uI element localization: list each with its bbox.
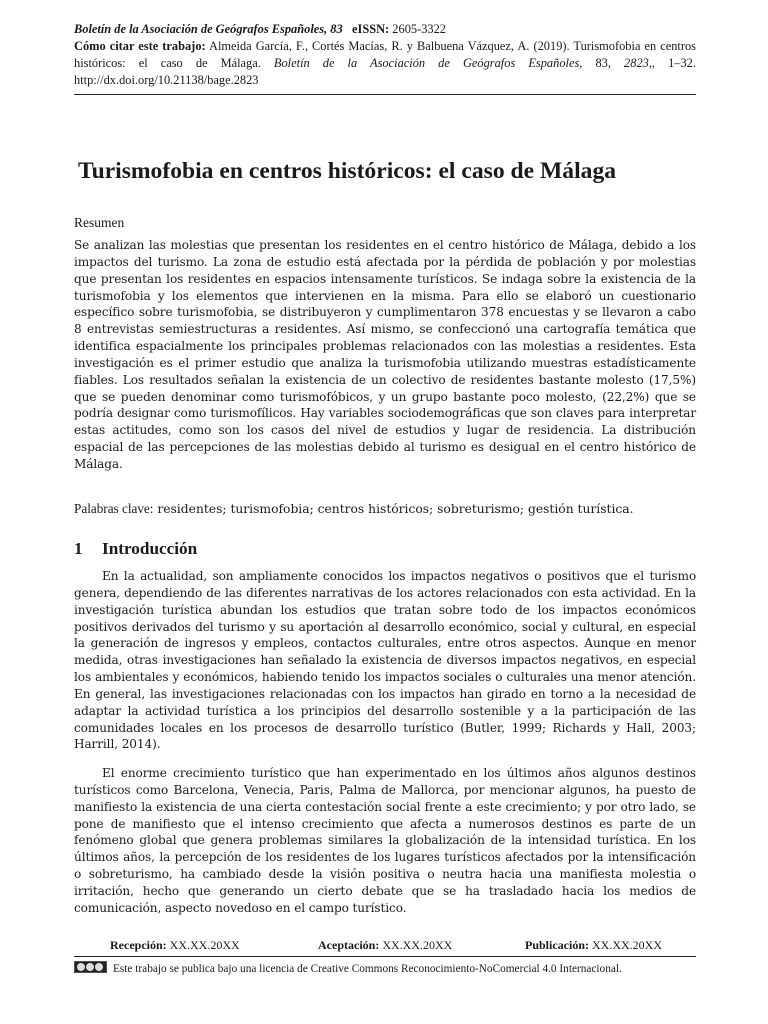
body-paragraph: El enorme crecimiento turístico que han experimentado en los últimos años algunos destinos turísticos como Barcelona, Venecia, Paris, Palma de Mallorca, por mencionar algunos, ha puesto de manifiesto la existencia de una cierta contestación social frente a este crecimiento; y por otro lado, se pone de manifiesto que el intenso crecimiento que afecta a numerosos destinos es parte de un fenómeno global que genera problemas similares la globalización de la intensidad turística. En los últimos años, la percepción de los residentes de los lugares turísticos afectados por la intensificación o sobreturismo, ha cambiado desde la visión positiva o neutra hacia una manifiesta molestia o irritación, hecho que generando un cierto debate que se ha trasladado hacia los medios de comunicación, aspecto novedoso en el campo turístico.: [74, 766, 696, 915]
keywords: [74, 500, 696, 518]
section-title: Introducción: [102, 539, 198, 558]
journal-name: Boletín de la Asociación de Geógrafos Españoles, 83: [74, 22, 343, 36]
received-label: Recepción:: [110, 938, 167, 952]
creative-commons-icon[interactable]: [74, 961, 107, 973]
keywords-label: Palabras clave:: [74, 501, 154, 516]
license-note: [74, 961, 696, 977]
cite-label: Cómo citar este trabajo:: [74, 39, 206, 53]
abstract-text: Se analizan las molestias que presentan los residentes en el centro histórico de Málaga, debido a los impactos del turismo. La zona de estudio está afectada por la pérdida de población y por molestias que presentan los residentes en espacios intensamente turísticos. Se indaga sobre la existencia de la turismofobia y los elementos que intervienen en la misma. Para ello se elaboró un cuestionario específico sobre turismofobia, se distribuyeron y cumplimentaron 378 encuestas y se llevaron a cabo 8 entrevistas semiestructuras a residentes. Así mismo, se confeccionó una cartografía temática que identifica espacialmente los principales problemas relacionados con las molestias a residentes. Esta investigación es el primer estudio que analiza la turismofobia utilizando muestras estadísticamente fiables. Los resultados señalan la existencia de un colectivo de residentes bastante molesto (17,5%) que se pueden denominar como turismofóbicos, y un grupo bastante poco molesto, (22,2%) que se podría designar como turismofílicos. Hay variables sociodemográficas que son claves para interpretar estas actitudes, como son los casos del nivel de estudios y lugar de residencia. La distribución espacial de las percepciones de las molestias debido al turismo es desigual en el centro histórico de Málaga.: [74, 238, 696, 471]
publication-dates: [74, 938, 696, 956]
eissn-value: 2605-3322: [392, 22, 446, 36]
accepted-label: Aceptación:: [318, 938, 380, 952]
header-divider: [74, 94, 696, 95]
accepted-value: XX.XX.20XX: [382, 938, 453, 952]
published-label: Publicación:: [525, 938, 590, 952]
received-date: [110, 938, 240, 953]
license-text: Este trabajo se publica bajo una licencia de Creative Commons Reconocimiento-NoComercial 4.0 Internacional.: [113, 963, 622, 975]
abstract-label: Resumen: [74, 215, 125, 230]
received-value: XX.XX.20XX: [169, 938, 240, 952]
body-paragraph: En la actualidad, son ampliamente conocidos los impactos negativos o positivos que el turismo genera, dependiendo de las diferentes narrativas de los actores relacionados con esta actividad. En la investigación turística abundan los estudios que tratan sobre todo de los impactos económicos positivos derivados del turismo y su aportación al desarrollo económico, social y cultural, en especial la generación de ingresos y empleos, contactos culturales, entre otros aspectos. Aunque en menor medida, otras investigaciones han señalado la existencia de diversos impactos negativos, en especial los ambientales y económicos, habiendo tenido los impactos sociales o culturales una menor atención. En general, las investigaciones relacionadas con los impactos han girado en torno a la necesidad de adaptar la actividad turística a los principios del desarrollo sostenible y a la participación de las comunidades locales en los procesos de desarrollo turístico (Butler, 1999; Richards y Hall, 2003; Harrill, 2014).: [74, 569, 696, 752]
section-number: 1: [74, 539, 83, 558]
article-title: Turismofobia en centros históricos: el caso de Málaga: [78, 158, 617, 184]
cite-article: 2823: [624, 56, 649, 70]
cite-doi[interactable]: ,, 1–32. http://dx.doi.org/10.21138/bage.2823: [74, 56, 696, 87]
keywords-text: residentes; turismofobia; centros históricos; sobreturismo; gestión turística.: [157, 502, 634, 516]
cite-journal: Boletín de la Asociación de Geógrafos Españoles,: [273, 56, 583, 70]
citation-header: [74, 21, 696, 89]
cite-authors: Almeida García, F., Cortés Macías, R. y Balbuena Vázquez, A. (2019). Turismofobia en centros históricos: el caso de Málaga.: [74, 39, 697, 70]
footer-divider: [74, 956, 696, 957]
eissn-label: eISSN:: [352, 22, 390, 36]
cite-volume: 83,: [595, 56, 611, 70]
published-date: [525, 938, 662, 953]
published-value: XX.XX.20XX: [592, 938, 663, 952]
section-heading: [74, 538, 197, 560]
accepted-date: [318, 938, 452, 953]
